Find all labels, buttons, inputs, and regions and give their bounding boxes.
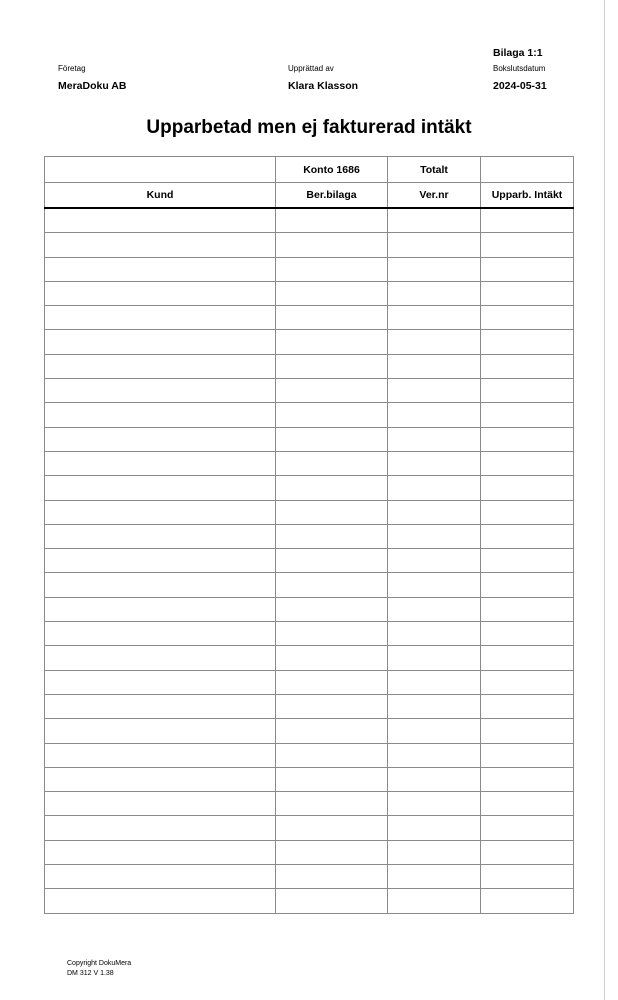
table-cell[interactable] [481, 767, 574, 791]
table-cell[interactable] [388, 208, 481, 233]
table-cell[interactable] [276, 524, 388, 548]
table-cell[interactable] [45, 427, 276, 451]
table-cell[interactable] [388, 597, 481, 621]
table-row [45, 767, 574, 791]
table-cell[interactable] [388, 330, 481, 354]
table-row [45, 476, 574, 500]
table-cell[interactable] [276, 573, 388, 597]
table-cell[interactable] [45, 354, 276, 378]
table-column-header-row [45, 183, 574, 209]
table-cell[interactable] [481, 208, 574, 233]
table-row [45, 840, 574, 864]
table-cell[interactable] [45, 597, 276, 621]
closing-date-label: Bokslutsdatum [493, 64, 546, 73]
table-cell[interactable] [481, 500, 574, 524]
table-cell[interactable] [481, 573, 574, 597]
table-cell[interactable] [481, 524, 574, 548]
table-cell[interactable] [276, 427, 388, 451]
table-cell[interactable] [481, 743, 574, 767]
account-header: Konto 1686 [276, 157, 388, 183]
table-cell[interactable] [276, 500, 388, 524]
footer [67, 959, 131, 979]
table-row [45, 549, 574, 573]
table-cell[interactable] [481, 670, 574, 694]
table-row [45, 719, 574, 743]
table-cell[interactable] [45, 306, 276, 330]
table-cell[interactable] [388, 427, 481, 451]
table-cell[interactable] [276, 840, 388, 864]
table-row [45, 792, 574, 816]
table-row [45, 354, 574, 378]
table-cell[interactable] [481, 403, 574, 427]
table-cell[interactable] [276, 476, 388, 500]
table-row [45, 427, 574, 451]
column-header-voucher-number: Ver.nr [388, 183, 481, 209]
total-header: Totalt [388, 157, 481, 183]
table-cell[interactable] [45, 208, 276, 233]
table-cell[interactable] [388, 451, 481, 475]
table-cell[interactable] [276, 622, 388, 646]
company-label: Företag [58, 64, 86, 73]
table-cell[interactable] [388, 524, 481, 548]
table-cell[interactable] [276, 597, 388, 621]
table-cell[interactable] [388, 549, 481, 573]
table-cell[interactable] [276, 403, 388, 427]
table-cell[interactable] [45, 792, 276, 816]
table-cell[interactable] [388, 281, 481, 305]
table-cell[interactable] [276, 646, 388, 670]
table-cell[interactable] [388, 476, 481, 500]
table-cell[interactable] [45, 889, 276, 913]
table-cell[interactable] [276, 549, 388, 573]
top-header-cell [481, 157, 574, 183]
income-table [44, 156, 574, 914]
table-cell[interactable] [45, 233, 276, 257]
table-cell[interactable] [45, 573, 276, 597]
table-cell[interactable] [388, 743, 481, 767]
table-cell[interactable] [276, 865, 388, 889]
table-row [45, 743, 574, 767]
table-cell[interactable] [481, 233, 574, 257]
table-cell[interactable] [481, 889, 574, 913]
table-cell[interactable] [481, 257, 574, 281]
table-row [45, 451, 574, 475]
table-row [45, 670, 574, 694]
column-header-accrued-income: Upparb. Intäkt [481, 183, 574, 209]
table-cell[interactable] [45, 330, 276, 354]
table-cell[interactable] [276, 743, 388, 767]
table-cell[interactable] [388, 403, 481, 427]
table-cell[interactable] [45, 451, 276, 475]
table-cell[interactable] [45, 840, 276, 864]
table-cell[interactable] [45, 670, 276, 694]
table-cell[interactable] [276, 816, 388, 840]
table-row [45, 500, 574, 524]
table-cell[interactable] [276, 451, 388, 475]
column-header-attachment: Ber.bilaga [276, 183, 388, 209]
table-cell[interactable] [276, 330, 388, 354]
table-cell[interactable] [45, 524, 276, 548]
table-row [45, 816, 574, 840]
page-edge-divider [604, 0, 605, 1000]
table-cell[interactable] [481, 427, 574, 451]
table-cell[interactable] [481, 476, 574, 500]
prepared-by-value: Klara Klasson [288, 80, 359, 92]
table-cell[interactable] [481, 865, 574, 889]
prepared-by-label: Upprättad av [288, 64, 334, 73]
table-cell[interactable] [388, 500, 481, 524]
table-cell[interactable] [276, 281, 388, 305]
table-row [45, 694, 574, 718]
table-cell[interactable] [45, 379, 276, 403]
table-cell[interactable] [45, 646, 276, 670]
table-cell[interactable] [276, 792, 388, 816]
table-cell[interactable] [388, 889, 481, 913]
table-cell[interactable] [481, 646, 574, 670]
table-cell[interactable] [276, 233, 388, 257]
table-cell[interactable] [388, 257, 481, 281]
table-cell[interactable] [481, 379, 574, 403]
table-cell[interactable] [388, 233, 481, 257]
table-row [45, 403, 574, 427]
table-cell[interactable] [481, 306, 574, 330]
table-top-header-row [45, 157, 574, 183]
closing-date-value: 2024-05-31 [493, 80, 547, 92]
table-cell[interactable] [481, 451, 574, 475]
table-cell[interactable] [276, 306, 388, 330]
table-cell[interactable] [276, 379, 388, 403]
table-cell[interactable] [45, 281, 276, 305]
table-cell[interactable] [481, 840, 574, 864]
table-cell[interactable] [45, 767, 276, 791]
table-cell[interactable] [45, 403, 276, 427]
page-title: Upparbetad men ej fakturerad intäkt [146, 117, 472, 138]
table-cell[interactable] [481, 354, 574, 378]
table-row [45, 281, 574, 305]
table-cell[interactable] [276, 354, 388, 378]
table-cell[interactable] [276, 694, 388, 718]
table-cell[interactable] [388, 622, 481, 646]
attachment-label: Bilaga 1:1 [493, 47, 543, 59]
table-row [45, 597, 574, 621]
table-cell[interactable] [45, 500, 276, 524]
table-cell[interactable] [45, 476, 276, 500]
table-cell[interactable] [276, 208, 388, 233]
table-cell[interactable] [45, 743, 276, 767]
table-cell[interactable] [388, 792, 481, 816]
table-cell[interactable] [388, 719, 481, 743]
table-cell[interactable] [45, 694, 276, 718]
table-cell[interactable] [481, 694, 574, 718]
copyright-text: Copyright DokuMera [67, 960, 132, 967]
table-row [45, 889, 574, 913]
table-cell[interactable] [45, 549, 276, 573]
table-cell[interactable] [276, 767, 388, 791]
table-row [45, 622, 574, 646]
table-cell[interactable] [481, 719, 574, 743]
table-cell[interactable] [481, 816, 574, 840]
table-cell[interactable] [276, 719, 388, 743]
table-cell[interactable] [388, 306, 481, 330]
table-cell[interactable] [481, 622, 574, 646]
table-cell[interactable] [388, 865, 481, 889]
version-text: DM 312 V 1.38 [67, 970, 114, 977]
table-cell[interactable] [481, 597, 574, 621]
table-cell[interactable] [388, 840, 481, 864]
table-cell[interactable] [388, 646, 481, 670]
table-cell[interactable] [388, 573, 481, 597]
table-cell[interactable] [45, 816, 276, 840]
table-cell[interactable] [388, 694, 481, 718]
table-cell[interactable] [388, 767, 481, 791]
table-row [45, 379, 574, 403]
table-cell[interactable] [45, 257, 276, 281]
table-cell[interactable] [45, 622, 276, 646]
table-cell[interactable] [481, 549, 574, 573]
table-row [45, 865, 574, 889]
table-row [45, 257, 574, 281]
company-value: MeraDoku AB [58, 80, 127, 92]
table-cell[interactable] [276, 889, 388, 913]
top-header-cell [45, 157, 276, 183]
table-row [45, 233, 574, 257]
table-cell[interactable] [388, 379, 481, 403]
table-cell[interactable] [388, 670, 481, 694]
table-cell[interactable] [481, 281, 574, 305]
table-cell[interactable] [45, 865, 276, 889]
table-row [45, 208, 574, 233]
column-header-customer: Kund [45, 183, 276, 209]
table-cell[interactable] [45, 719, 276, 743]
table-cell[interactable] [388, 816, 481, 840]
table-cell[interactable] [276, 670, 388, 694]
table-row [45, 524, 574, 548]
table-row [45, 573, 574, 597]
table-cell[interactable] [481, 330, 574, 354]
table-row [45, 330, 574, 354]
table-cell[interactable] [388, 354, 481, 378]
table-row [45, 646, 574, 670]
table-cell[interactable] [276, 257, 388, 281]
table-row [45, 306, 574, 330]
table-cell[interactable] [481, 792, 574, 816]
